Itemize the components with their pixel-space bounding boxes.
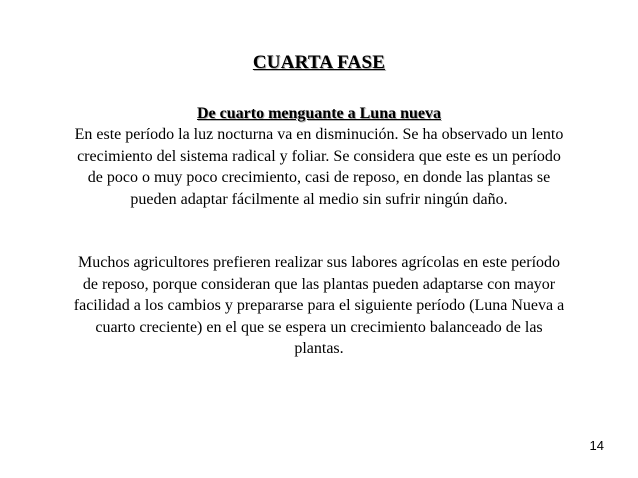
body-paragraph-2: Muchos agricultores prefieren realizar sus labores agrícolas en este período de reposo, porque consideran que las plantas pueden adaptarse con mayor facilidad a los cambios y prepararse para el siguiente período (Luna Nueva a cuarto creciente) en el que se espera un crecimiento balanceado de las plantas.	[73, 254, 565, 358]
page-number: 14	[589, 438, 604, 453]
page-title: CUARTA FASE	[252, 52, 386, 73]
section-subtitle: De cuarto menguante a Luna nueva	[196, 105, 441, 122]
body-paragraph-1: En este período la luz nocturna va en disminución. Se ha observado un lento crecimiento del sistema radical y foliar. Se considera que este es un período de poco o muy poco crecimiento, casi de reposo, en donde las plantas se pueden adaptar fácilmente al medio sin sufrir ningún daño.	[74, 126, 564, 208]
